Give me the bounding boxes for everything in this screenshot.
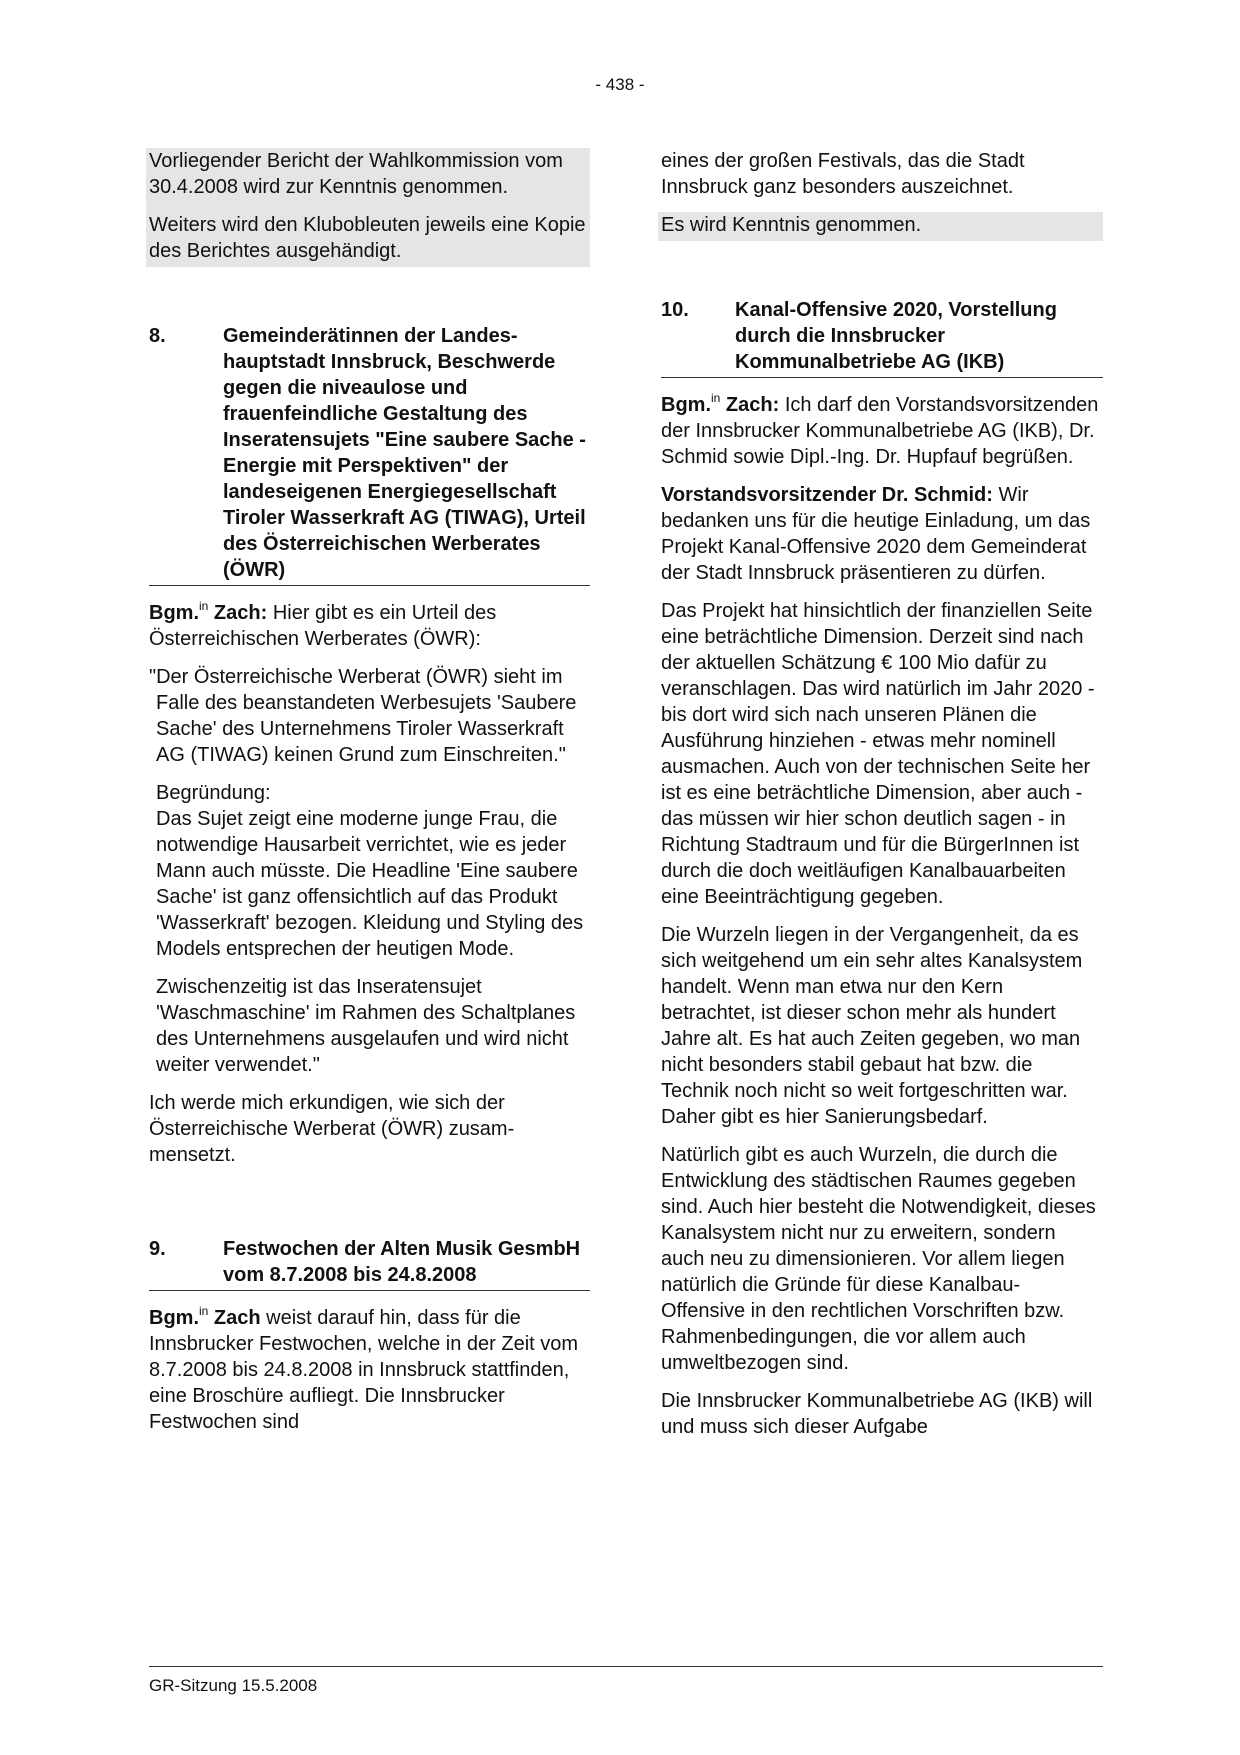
speaker-name: Vorstandsvorsitzender Dr. Schmid:: [661, 484, 993, 506]
resolution-text: Vorliegender Bericht der Wahlkommission vom 30.4.2008 wird zur Kenntnis genommen.: [149, 150, 563, 198]
agenda-item-number: 8.: [149, 325, 166, 347]
shaded-resolution-box: [146, 148, 590, 267]
agenda-item-number: 9.: [149, 1238, 166, 1260]
right-column: [661, 148, 1103, 1452]
speaker-label: Bgm.: [661, 394, 711, 416]
speech-text: Ich darf den Vorstandsvorsitzenden der Innsbrucker Kommunalbetriebe AG (IKB), Dr. Schmid sowie Dipl.-Ing. Dr. Hupfauf begrüßen.: [661, 394, 1099, 468]
speaker-name: Zach:: [725, 394, 780, 416]
agenda-item-8-heading: [149, 323, 590, 586]
agenda-item-title: Gemeinderätinnen der Landeshauptstadt Innsbruck, Beschwerde gegen die niveaulose und frauenfeindliche Gestaltung des Inseratensujets "Eine saubere Sache - Energie mit Perspektiven" der landeseigenen Energiegesellschaft Tiroler Wasserkraft AG (TIWAG), Urteil des Österreichischen Werberates (ÖWR): [223, 325, 586, 581]
speaker-label: Bgm.: [149, 602, 199, 624]
speech-text: Wir bedanken uns für die heutige Einladung, um das Projekt Kanal-Offensive 2020 dem Gemeinderat der Stadt Innsbruck präsentieren zu dürfen.: [661, 484, 1091, 584]
reasoning-paragraph: [149, 780, 590, 962]
agenda-item-10-heading: [661, 297, 1103, 378]
speech-text: weist darauf hin, dass für die Innsbrucker Festwochen, welche in der Zeit vom 8.7.2008 bis 24.8.2008 in Innsbruck stattfinden, eine Broschüre aufliegt. Die Innsbrucker Festwochen sind: [149, 1307, 579, 1433]
body-paragraph-2: Die Wurzeln liegen in der Vergangenheit, da es sich weitgehend um ein sehr altes Kanalsystem handelt. Wenn man etwa nur den Kern betrachtet, ist dieser schon mehr als hundert Jahre alt. Es hat auch Zeiten gegeben, wo man nicht besonders stabil gebaut hat bzw. die Technik noch nicht so weit fortgeschritten war. Daher gibt es hier Sanierungsbedarf.: [661, 924, 1083, 1128]
page-number: - 438 -: [595, 75, 645, 94]
speech-paragraph: [661, 392, 1103, 470]
page-footer: GR-Sitzung 15.5.2008: [149, 1666, 1103, 1699]
speech-paragraph-2: [661, 482, 1103, 586]
quote-paragraph: "Der Österreichische Werberat (ÖWR) sieht im Falle des beanstandeten Werbesujets 'Saubere Sache' des Unternehmens Tiroler Wasserkraft AG (TIWAG) keinen Grund zum Einschreiten.": [149, 666, 577, 766]
agenda-item-title: Festwochen der Alten Musik GesmbH vom 8.7.2008 bis 24.8.2008: [223, 1238, 581, 1286]
left-column: [149, 148, 590, 1447]
agenda-item-number: 10.: [661, 299, 689, 321]
resolution-text-2: Weiters wird den Klubobleuten jeweils eine Kopie des Berichtes ausgehändigt.: [149, 214, 586, 262]
shaded-resolution-box: [658, 212, 1103, 241]
speaker-sup: in: [199, 1304, 209, 1318]
agenda-item-title: Kanal-Offensive 2020, Vorstellung durch die Innsbrucker Kommunalbetriebe AG (IKB): [735, 299, 1057, 373]
speaker-name: Zach:: [213, 602, 268, 624]
continued-paragraph: eines der großen Festivals, das die Stadt Innsbruck ganz besonders auszeichnet.: [661, 150, 1025, 198]
quote-paragraph-2: Zwischenzeitig ist das Inseratensujet 'Waschmaschine' im Rahmen des Schaltplanes des Unternehmens ausgelaufen und wird nicht weiter verwendet.": [156, 976, 576, 1076]
speech-paragraph-2: Ich werde mich erkundigen, wie sich der Österreichische Werberat (ÖWR) zusammensetzt.: [149, 1092, 515, 1166]
speaker-label: Bgm.: [149, 1307, 199, 1329]
agenda-item-9-heading: [149, 1236, 590, 1291]
speech-paragraph-3: [149, 1305, 590, 1435]
body-paragraph-4: Die Innsbrucker Kommunalbetriebe AG (IKB) will und muss sich dieser Aufgabe: [661, 1390, 1093, 1438]
body-paragraph-3: Natürlich gibt es auch Wurzeln, die durch die Entwicklung des städtischen Raumes gegeben sind. Auch hier besteht die Notwendigkeit, dieses Kanalsystem nicht nur zu erweitern, sondern auch neu zu dimensionieren. Vor allem liegen natürlich die Gründe für diese Kanalbau-Offensive in den rechtlichen Vorschriften bzw. Rahmenbedingungen, die vor allem auch umweltbezogen sind.: [661, 1144, 1096, 1374]
speech-text: Hier gibt es ein Urteil des Österreichischen Werberates (ÖWR):: [149, 602, 497, 650]
speech-paragraph: [149, 600, 590, 652]
body-paragraph: Das Projekt hat hinsichtlich der finanziellen Seite eine beträchtliche Dimension. Derzeit sind nach der aktuellen Schätzung € 100 Mio dafür zu veranschlagen. Das wird natürlich im Jahr 2020 - bis dort wird sich nach unseren Plänen die Ausführung hinziehen - etwas mehr nominell ausmachen. Auch von der technischen Seite her ist es eine beträchtliche Dimension, aber auch - das müssen wir hier schon deutlich sagen - in Richtung Stadtraum und für die BürgerInnen ist durch die doch weitläufigen Kanalbauarbeiten eine Beeinträchtigung gegeben.: [661, 600, 1095, 908]
speaker-name: Zach: [213, 1307, 261, 1329]
speaker-sup: in: [711, 391, 721, 405]
resolution-text: Es wird Kenntnis genommen.: [661, 214, 922, 236]
reasoning-label: Begründung:: [156, 782, 271, 804]
speaker-sup: in: [199, 599, 209, 613]
reasoning-text: Das Sujet zeigt eine moderne junge Frau, die notwendige Hausarbeit verrichtet, wie es jeder Mann auch müsste. Die Headline 'Eine saubere Sache' ist ganz offensichtlich auf das Produkt 'Wasserkraft' bezogen. Kleidung und Styling des Models entsprechen der heutigen Mode.: [156, 808, 584, 960]
